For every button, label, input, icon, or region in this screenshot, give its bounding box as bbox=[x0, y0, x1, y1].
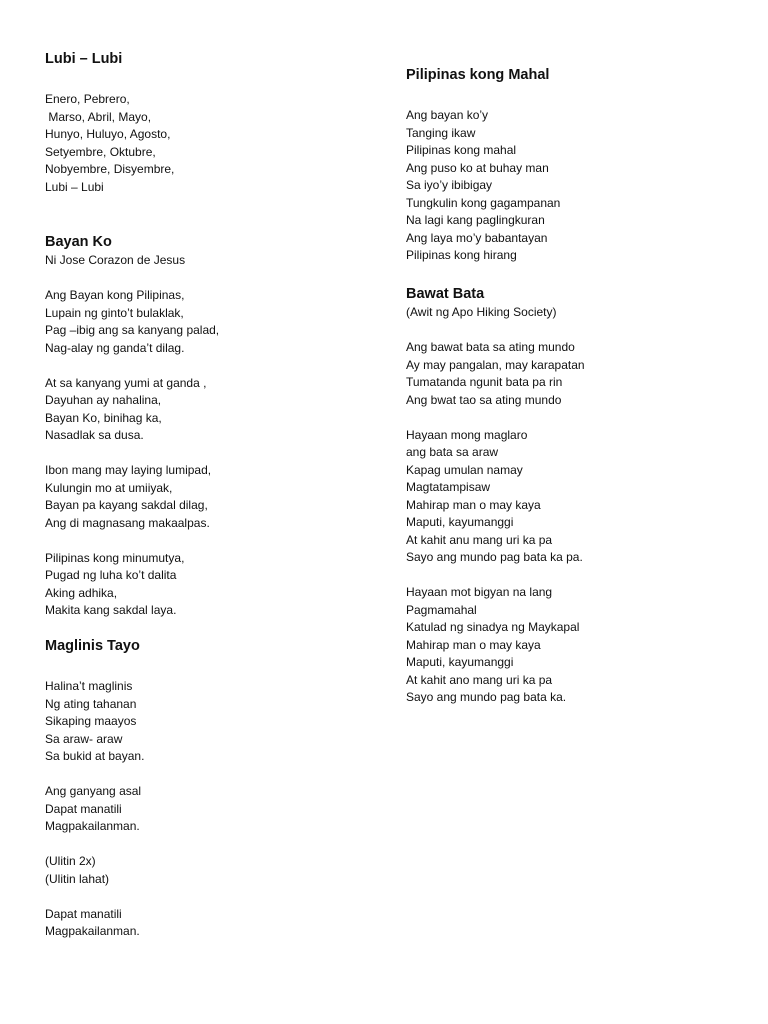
lyric-line: Sa iyo’y ibibigay bbox=[406, 178, 493, 192]
lyric-line: Kapag umulan namay bbox=[406, 462, 523, 477]
verse bbox=[45, 462, 385, 532]
spacer bbox=[406, 567, 746, 585]
lyric-line: Ng ating tahanan bbox=[45, 696, 137, 711]
lyric-line: Ang Bayan kong Pilipinas, bbox=[45, 288, 185, 302]
lyric-line: At sa kanyang yumi at ganda , bbox=[45, 375, 207, 390]
lyric-line: Sayo ang mundo pag bata ka. bbox=[406, 690, 567, 704]
spacer bbox=[406, 409, 746, 427]
lyric-line: Sa araw- araw bbox=[45, 731, 123, 746]
song-maglinis-tayo bbox=[45, 636, 385, 941]
lyric-line: Na lagi kang paglingkuran bbox=[406, 213, 545, 227]
lyric-line: Marso, Abril, Mayo, bbox=[45, 109, 152, 124]
lyric-line: Ang laya mo’y babantayan bbox=[406, 230, 548, 245]
song-bayan-ko bbox=[45, 232, 385, 620]
lyric-line: Ang ganyang asal bbox=[45, 784, 142, 798]
verse bbox=[406, 339, 746, 409]
lyric-line: Bayan pa kayang sakdal dilag, bbox=[45, 498, 208, 512]
verse bbox=[45, 375, 385, 445]
lyric-line: Kulungin mo at umiiyak, bbox=[45, 480, 173, 495]
lyric-line: At kahit ano mang uri ka pa bbox=[406, 672, 553, 687]
lyric-line: Makita kang sakdal laya. bbox=[45, 603, 177, 617]
lyric-line: Dayuhan ay nahalina, bbox=[45, 393, 162, 407]
spacer bbox=[406, 322, 746, 340]
lyric-line: Pag –ibig ang sa kanyang palad, bbox=[45, 323, 220, 337]
spacer bbox=[45, 357, 385, 375]
lyric-line: Nobyembre, Disyembre, bbox=[45, 162, 175, 176]
lyric-line: Nag-alay ng ganda’t dilag. bbox=[45, 340, 185, 355]
song-title: Maglinis Tayo bbox=[45, 638, 140, 654]
lyric-line: Hunyo, Huluyo, Agosto, bbox=[45, 127, 171, 141]
verse bbox=[45, 853, 385, 888]
lyric-line: Bayan Ko, binihag ka, bbox=[45, 410, 162, 425]
lyric-line: Sa bukid at bayan. bbox=[45, 749, 145, 763]
lyric-line: Katulad ng sinadya ng Maykapal bbox=[406, 620, 580, 634]
lyric-line: Enero, Pebrero, bbox=[45, 92, 130, 106]
verse bbox=[45, 678, 385, 766]
spacer bbox=[45, 656, 385, 678]
lyric-line: Pagmamahal bbox=[406, 602, 477, 617]
lyric-line: Dapat manatili bbox=[45, 906, 122, 921]
lyric-line: Tanging ikaw bbox=[406, 125, 476, 140]
spacer bbox=[45, 445, 385, 463]
lyric-line: Sikaping maayos bbox=[45, 714, 137, 728]
lyric-line: At kahit anu mang uri ka pa bbox=[406, 532, 553, 547]
lyric-line: Nasadlak sa dusa. bbox=[45, 428, 144, 442]
lyric-line: Ay may pangalan, may karapatan bbox=[406, 357, 585, 372]
lyric-line: Lupain ng ginto’t bulaklak, bbox=[45, 305, 184, 320]
spacer bbox=[45, 766, 385, 784]
lyric-line: Ang bayan ko’y bbox=[406, 108, 489, 122]
lyric-line: Tumatanda ngunit bata pa rin bbox=[406, 375, 563, 389]
verse bbox=[406, 107, 746, 265]
lyric-line: Pugad ng luha ko’t dalita bbox=[45, 568, 177, 582]
lyric-line: Ibon mang may laying lumipad, bbox=[45, 463, 212, 477]
lyric-line: Aking adhika, bbox=[45, 585, 118, 600]
verse bbox=[45, 906, 385, 941]
lyric-line: Sayo ang mundo pag bata ka pa. bbox=[406, 550, 583, 564]
song-author: (Awit ng Apo Hiking Society) bbox=[406, 305, 557, 319]
verse bbox=[45, 550, 385, 620]
lyric-line: ang bata sa araw bbox=[406, 445, 499, 459]
lyric-line: Ang bawat bata sa ating mundo bbox=[406, 340, 575, 354]
lyric-line: Hayaan mot bigyan na lang bbox=[406, 585, 553, 599]
lyric-line: Hayaan mong maglaro bbox=[406, 427, 528, 442]
lyric-line: Pilipinas kong mahal bbox=[406, 143, 517, 157]
song-bawat-bata bbox=[406, 284, 746, 707]
spacer bbox=[45, 888, 385, 906]
spacer bbox=[406, 85, 746, 107]
lyric-line: Maputi, kayumanggi bbox=[406, 515, 514, 529]
lyric-line: Tungkulin kong gagampanan bbox=[406, 195, 561, 210]
spacer bbox=[45, 69, 385, 91]
lyric-line: Ang puso ko at buhay man bbox=[406, 160, 549, 175]
spacer bbox=[45, 270, 385, 288]
lyric-line: Mahirap man o may kaya bbox=[406, 637, 541, 652]
song-title: Bawat Bata bbox=[406, 286, 485, 302]
spacer bbox=[45, 532, 385, 550]
lyric-line: Setyembre, Oktubre, bbox=[45, 144, 156, 159]
lyric-line: Ang bwat tao sa ating mundo bbox=[406, 392, 562, 407]
lyric-line: (Ulitin lahat) bbox=[45, 871, 110, 886]
lyric-line: Magpakailanman. bbox=[45, 924, 140, 938]
lyric-line: Pilipinas kong hirang bbox=[406, 248, 517, 262]
lyric-line: Lubi – Lubi bbox=[45, 179, 104, 194]
song-lubi-lubi bbox=[45, 49, 385, 196]
verse bbox=[45, 91, 385, 196]
song-author: Ni Jose Corazon de Jesus bbox=[45, 253, 186, 267]
lyric-line: Halina’t maglinis bbox=[45, 679, 133, 693]
song-title: Lubi – Lubi bbox=[45, 51, 123, 67]
lyric-line: Magtatampisaw bbox=[406, 480, 491, 494]
verse bbox=[406, 584, 746, 707]
lyric-line: Pilipinas kong minumutya, bbox=[45, 550, 185, 565]
lyric-line: Ang di magnasang makaalpas. bbox=[45, 515, 210, 530]
lyric-line: Magpakailanman. bbox=[45, 819, 140, 833]
song-title: Pilipinas kong Mahal bbox=[406, 67, 550, 83]
song-title: Bayan Ko bbox=[45, 234, 112, 250]
song-pilipinas-kong-mahal bbox=[406, 65, 746, 265]
verse bbox=[45, 287, 385, 357]
verse bbox=[45, 783, 385, 836]
spacer bbox=[45, 836, 385, 854]
lyric-line: (Ulitin 2x) bbox=[45, 854, 96, 868]
verse bbox=[406, 427, 746, 567]
lyric-line: Mahirap man o may kaya bbox=[406, 497, 541, 512]
lyric-line: Dapat manatili bbox=[45, 801, 122, 816]
lyric-line: Maputi, kayumanggi bbox=[406, 655, 514, 669]
